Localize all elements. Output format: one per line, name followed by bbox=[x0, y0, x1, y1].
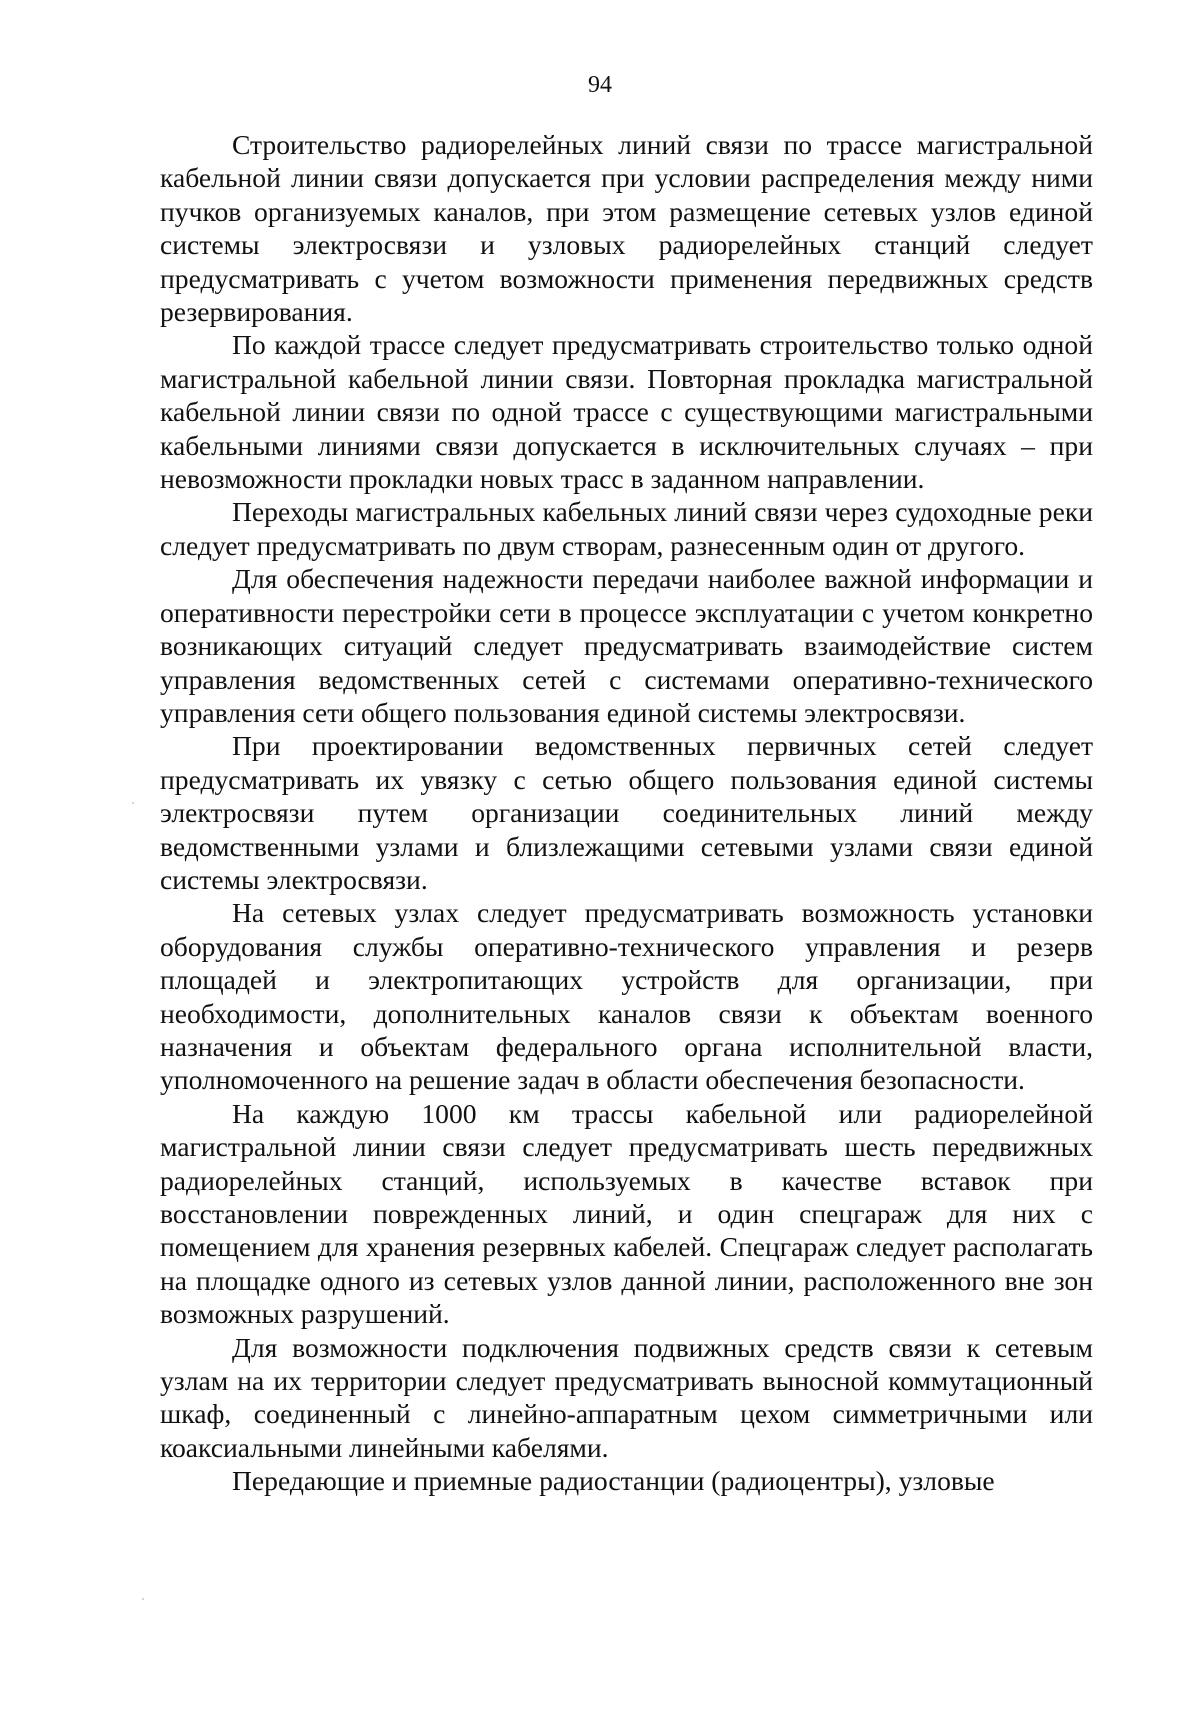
scan-speck bbox=[142, 1598, 144, 1600]
scan-speck bbox=[132, 802, 134, 804]
body-text bbox=[160, 128, 1093, 1498]
paragraph: При проектировании ведомственных первичных сетей следует предусматривать их увязку с сетью общего пользования единой системы электросвязи путем организации соединительных линий между ведомственными узлами и близлежащими сетевыми узлами связи единой системы электросвязи. bbox=[160, 730, 1093, 895]
paragraph: Для обеспечения надежности передачи наиболее важной информации и оперативности перестройки сети в процессе эксплуатации с учетом конкретно возникающих ситуаций следует предусматривать взаимодействие систем управления ведомственных сетей с системами оперативно-технического управления сети общего пользования единой системы электросвязи. bbox=[160, 563, 1093, 728]
paragraph: По каждой трассе следует предусматривать строительство только одной магистральной кабельной линии связи. Повторная прокладка магистральной кабельной линии связи по одной трассе с существующими магистральными кабельными линиями связи допускается в исключительных случаях – при невозможности прокладки новых трасс в заданном направлении. bbox=[160, 329, 1093, 495]
page-number: 94 bbox=[588, 72, 612, 98]
paragraph: На сетевых узлах следует предусматривать возможность установки оборудования службы оперативно-технического управления и резерв площадей и электропитающих устройств для организации, при необходимости, дополнительных каналов связи к объектам военного назначения и объектам федерального органа исполнительной власти, уполномоченного на решение задач в области обеспечения безопасности. bbox=[160, 897, 1093, 1096]
paragraph: Передающие и приемные радиостанции (радиоцентры), узловые bbox=[232, 1465, 995, 1497]
paragraph: Переходы магистральных кабельных линий связи через судоходные реки следует предусматривать по двум створам, разнесенным один от другого. bbox=[160, 496, 1093, 561]
paragraph: Для возможности подключения подвижных средств связи к сетевым узлам на их территории следует предусматривать выносной коммутационный шкаф, соединенный с линейно-аппаратным цехом симметричными или коаксиальными линейными кабелями. bbox=[160, 1331, 1093, 1463]
paragraph: Строительство радиорелейных линий связи по трассе магистральной кабельной линии связи допускается при условии распределения между ними пучков организуемых каналов, при этом размещение сетевых узлов единой системы электросвязи и узловых радиорелейных станций следует предусматривать с учетом возможности применения передвижных средств резервирования. bbox=[160, 129, 1093, 328]
paragraph: На каждую 1000 км трассы кабельной или радиорелейной магистральной линии связи следует предусматривать шесть передвижных радиорелейных станций, используемых в качестве вставок при восстановлении поврежденных линий, и один спецгараж для них с помещением для хранения резервных кабелей. Спецгараж следует располагать на площадке одного из сетевых узлов данной линии, расположенного вне зон возможных разрушений. bbox=[160, 1097, 1093, 1330]
